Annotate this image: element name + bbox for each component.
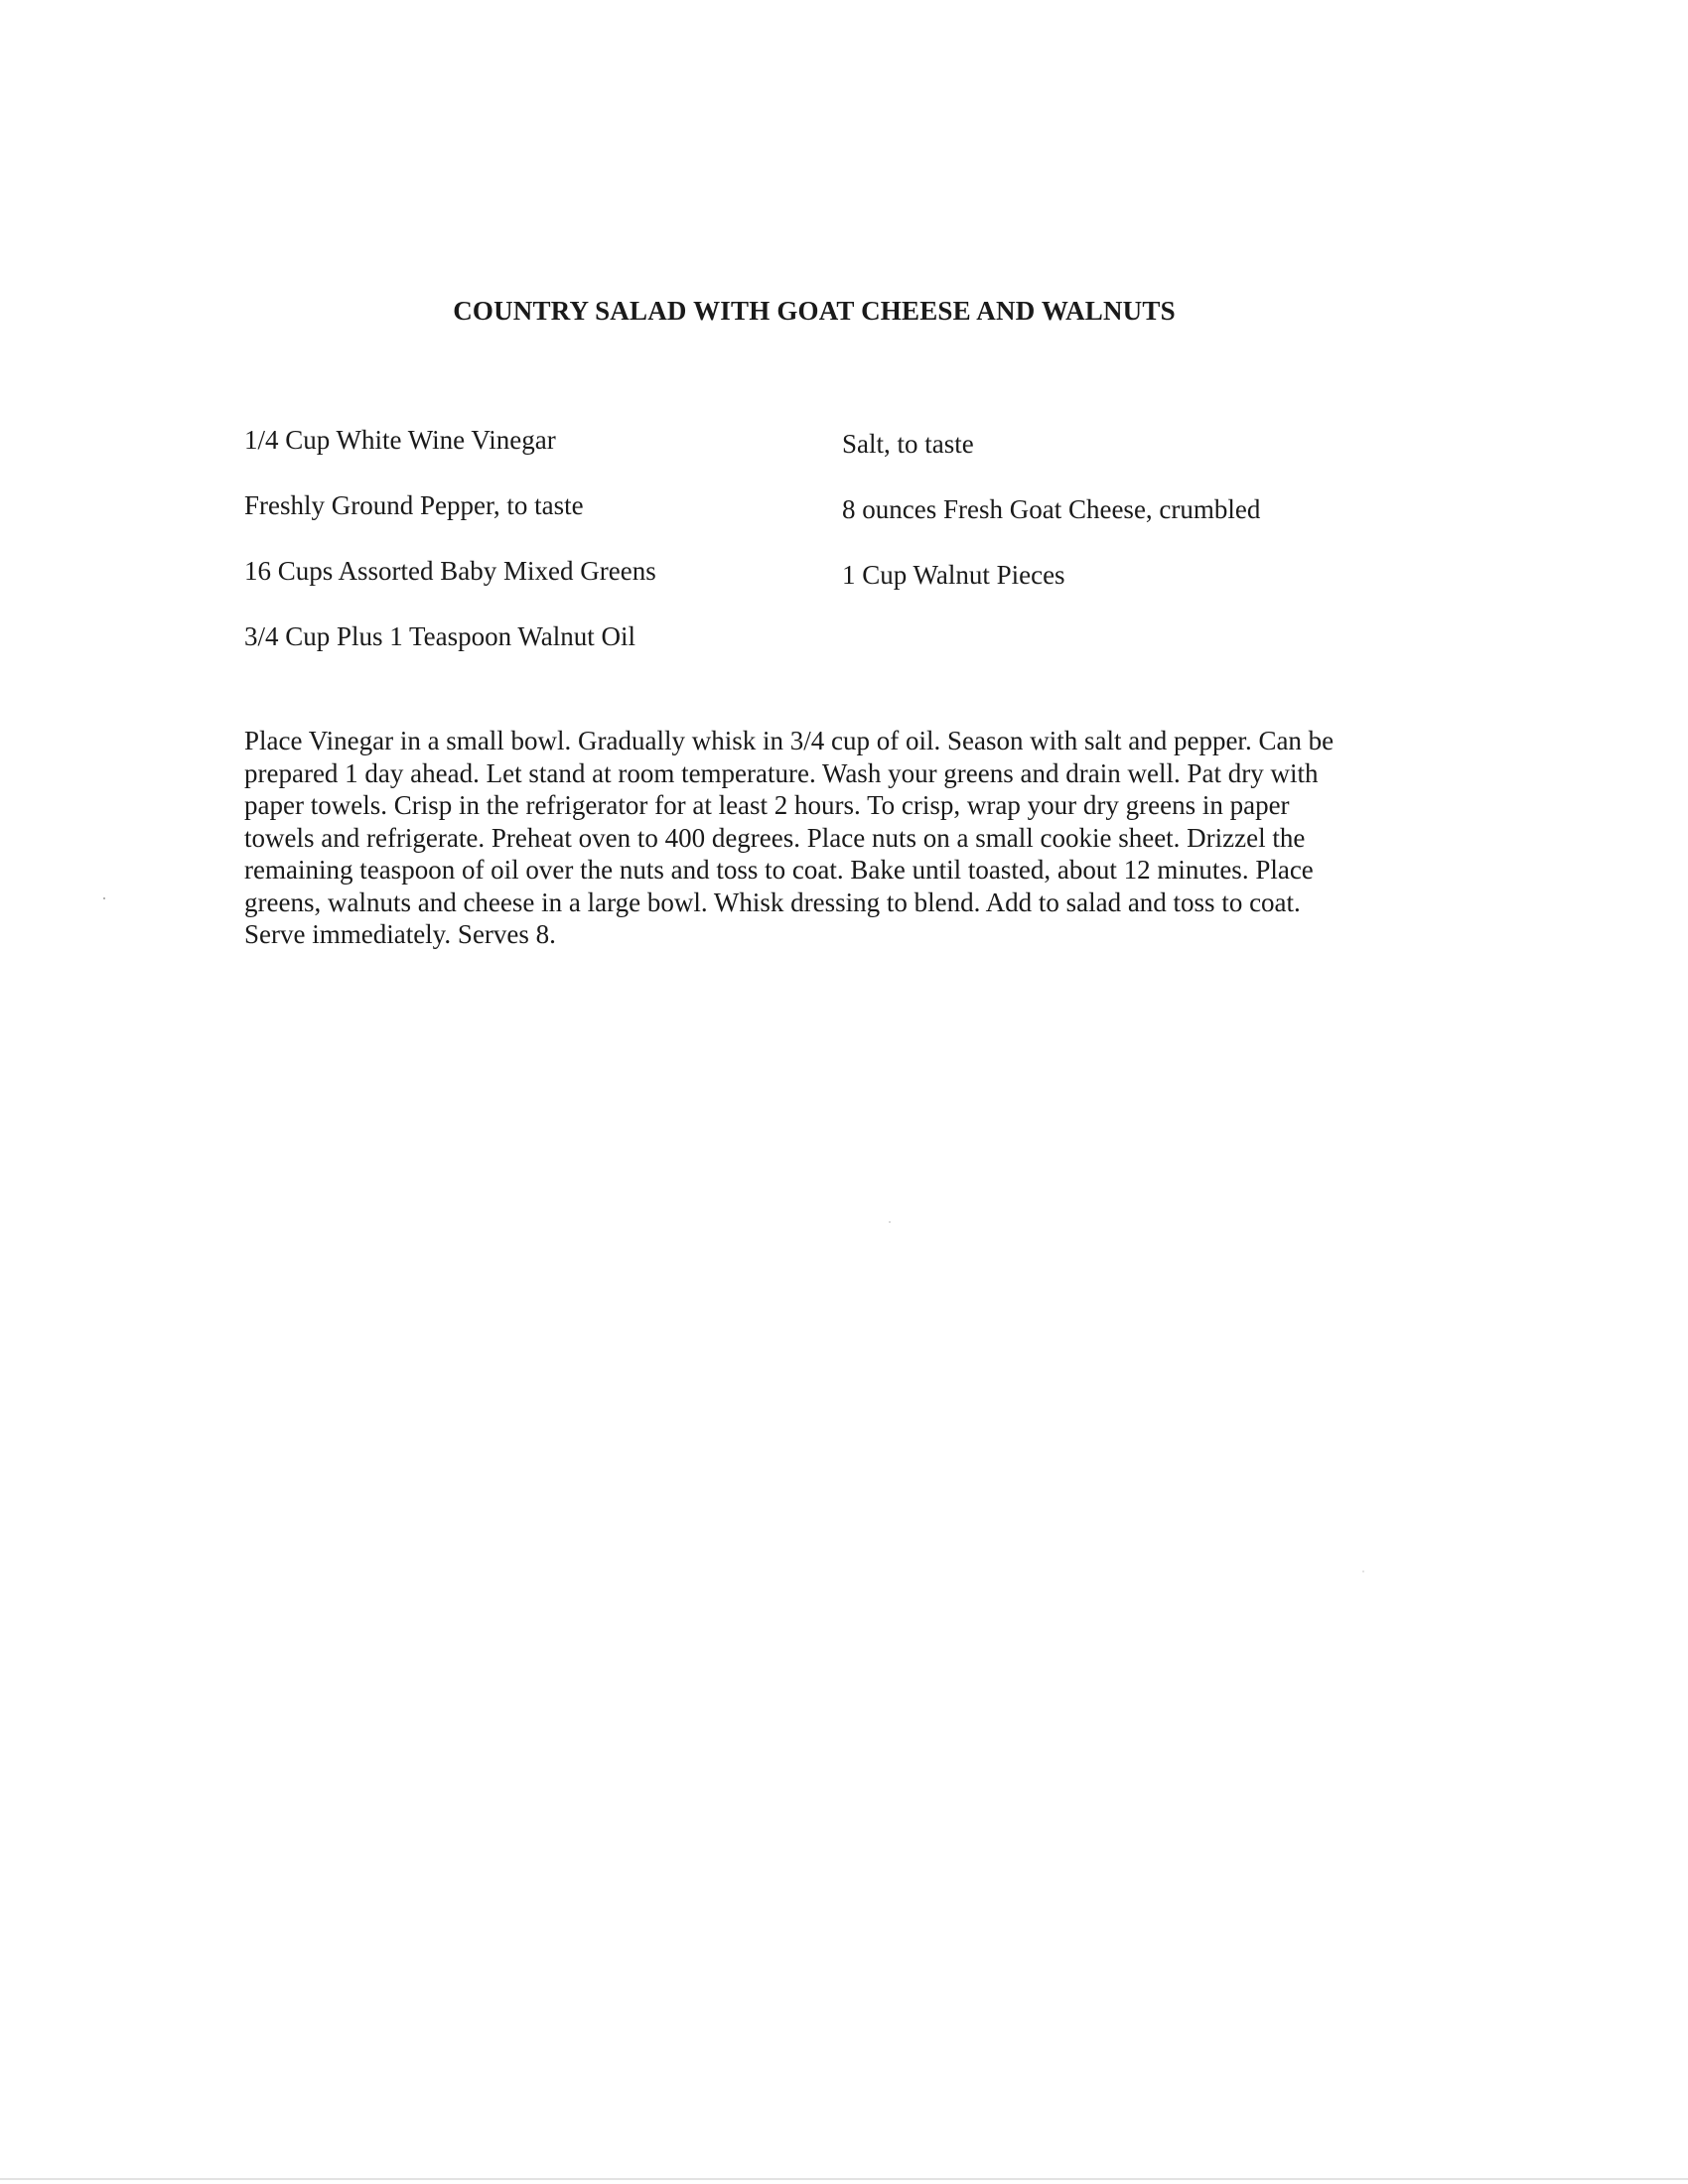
recipe-title: COUNTRY SALAD WITH GOAT CHEESE AND WALNUTS bbox=[453, 296, 1176, 326]
directions-line: Serve immediately. Serves 8. bbox=[244, 919, 556, 949]
directions-line: Place Vinegar in a small bowl. Gradually whisk in 3/4 cup of oil. Season with salt and pepper. Can be bbox=[244, 726, 1335, 755]
ingredient-item: 3/4 Cup Plus 1 Teaspoon Walnut Oil bbox=[244, 621, 635, 651]
directions-line: paper towels. Crisp in the refrigerator for at least 2 hours. To crisp, wrap your dry greens in paper bbox=[244, 790, 1290, 820]
directions-line: prepared 1 day ahead. Let stand at room temperature. Wash your greens and drain well. Pat dry with bbox=[244, 757, 1319, 788]
scan-speck bbox=[103, 897, 105, 899]
ingredient-item: Salt, to taste bbox=[842, 429, 974, 459]
ingredient-item: 1/4 Cup White Wine Vinegar bbox=[244, 425, 556, 455]
scan-speck bbox=[1362, 1570, 1364, 1572]
ingredient-item: 8 ounces Fresh Goat Cheese, crumbled bbox=[842, 494, 1261, 524]
ingredients-left-column bbox=[244, 425, 656, 687]
recipe-directions bbox=[244, 725, 1416, 951]
scan-edge-line bbox=[0, 2178, 1688, 2180]
ingredient-item: Freshly Ground Pepper, to taste bbox=[244, 490, 584, 520]
scan-speck bbox=[889, 1221, 891, 1223]
directions-line: towels and refrigerate. Preheat oven to 400 degrees. Place nuts on a small cookie sheet. Drizzel the bbox=[244, 822, 1306, 853]
ingredient-item: 1 Cup Walnut Pieces bbox=[842, 560, 1065, 590]
directions-line: greens, walnuts and cheese in a large bowl. Whisk dressing to blend. Add to salad and toss to coat. bbox=[244, 887, 1301, 917]
directions-line: remaining teaspoon of oil over the nuts and toss to coat. Bake until toasted, about 12 minutes. Place bbox=[244, 855, 1314, 885]
ingredient-item: 16 Cups Assorted Baby Mixed Greens bbox=[244, 556, 656, 586]
ingredients-right-column bbox=[842, 429, 1260, 625]
